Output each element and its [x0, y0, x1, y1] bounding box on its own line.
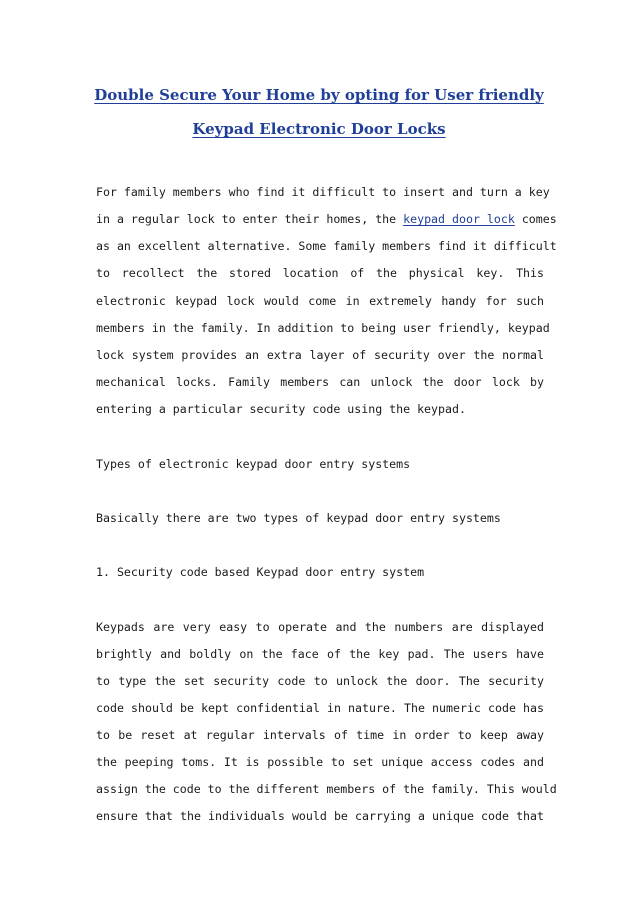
paragraph-1-line-2-text-a: in a regular lock to enter their homes, the [96, 212, 397, 226]
paragraph-3-line-1: Keypads are very easy to operate and the numbers are displayed [96, 620, 544, 634]
paragraph-1-line-4: to recollect the stored location of the physical key. This [96, 266, 544, 280]
paragraph-3-line-3: to type the set security code to unlock the door. The security [96, 674, 544, 688]
keypad-door-lock-link[interactable]: keypad door lock [403, 212, 515, 226]
section-heading-types: Types of electronic keypad door entry systems [96, 457, 411, 471]
paragraph-3-line-4: code should be kept confidential in nature. The numeric code has [96, 701, 544, 715]
paragraph-3-line-5: to be reset at regular intervals of time in order to keep away [96, 728, 544, 742]
paragraph-1-line-7: lock system provides an extra layer of security over the normal [96, 348, 544, 362]
paragraph-3-line-8: ensure that the individuals would be carrying a unique code that [96, 809, 544, 823]
paragraph-3-line-2: brightly and boldly on the face of the key pad. The users have [96, 647, 544, 661]
paragraph-1-line-2-text-b: comes [521, 212, 557, 226]
paragraph-3-line-6: the peeping toms. It is possible to set unique access codes and [96, 755, 544, 769]
section-heading-security-code: 1. Security code based Keypad door entry system [96, 565, 425, 579]
document-title-line-2: Keypad Electronic Door Locks [192, 120, 446, 138]
document-title-line-1: Double Secure Your Home by opting for User friendly [94, 86, 544, 104]
paragraph-1-line-1: For family members who find it difficult to insert and turn a key [96, 185, 550, 199]
paragraph-2: Basically there are two types of keypad door entry systems [96, 511, 501, 525]
paragraph-1-line-2 [96, 210, 557, 228]
paragraph-3-line-7: assign the code to the different members of the family. This would [96, 782, 557, 796]
paragraph-1-line-6: members in the family. In addition to being user friendly, keypad [96, 321, 550, 335]
paragraph-1-line-5: electronic keypad lock would come in extremely handy for such [96, 294, 544, 308]
paragraph-1-line-3: as an excellent alternative. Some family members find it difficult [96, 239, 557, 253]
paragraph-1-line-8: mechanical locks. Family members can unlock the door lock by [96, 375, 544, 389]
paragraph-1-line-9: entering a particular security code using the keypad. [96, 402, 466, 416]
